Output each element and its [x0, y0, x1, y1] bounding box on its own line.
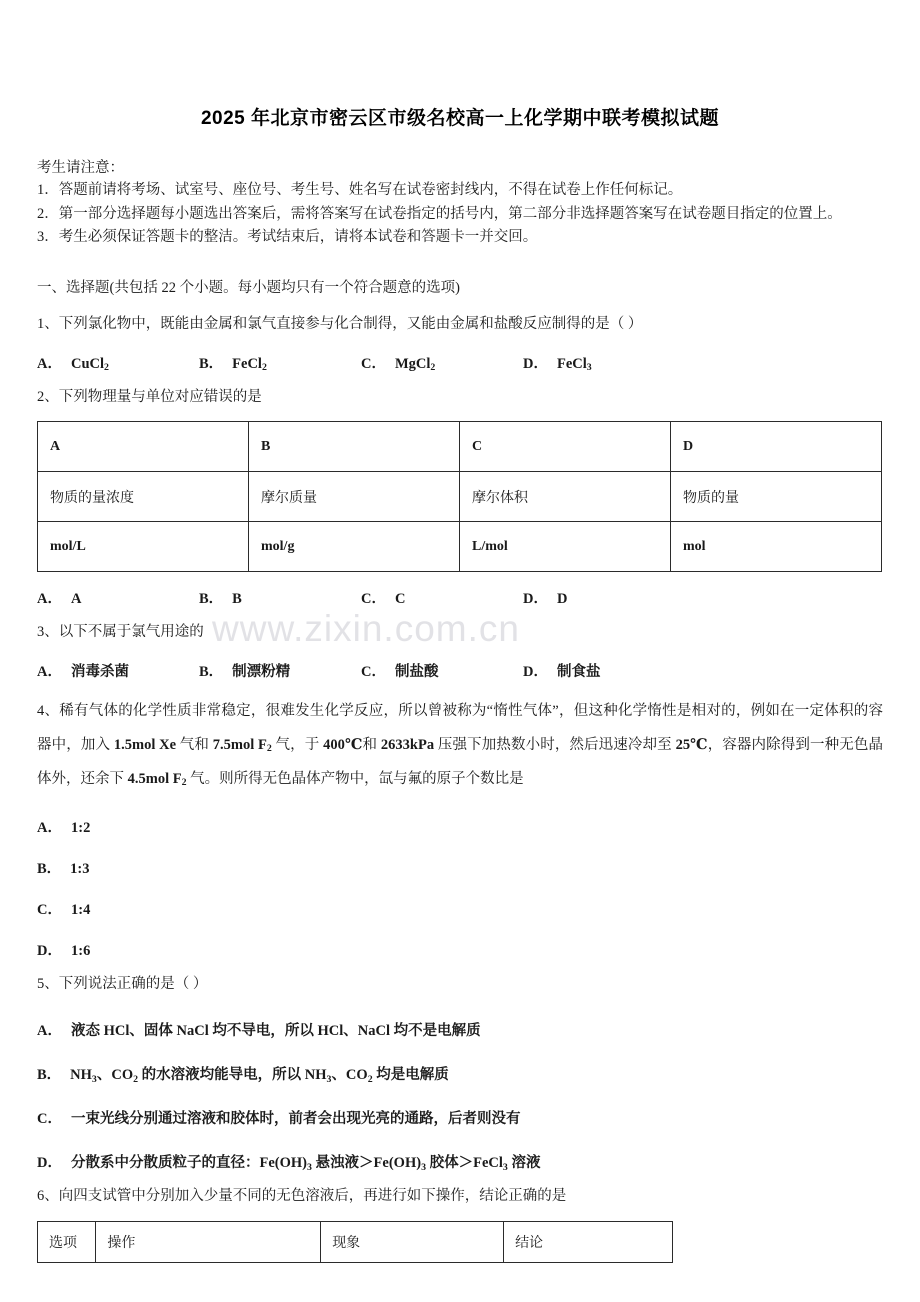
question-1-number: 1、	[37, 316, 59, 333]
option-text: 消毒杀菌	[70, 663, 129, 680]
table-header-cell: D	[671, 422, 882, 472]
option-label: C．	[361, 591, 386, 608]
question-5-option-c[interactable]	[37, 1107, 883, 1128]
option-text: 1:6	[70, 942, 91, 959]
question-4-option-c[interactable]	[37, 898, 883, 919]
table-cell: 物质的量浓度	[38, 472, 249, 522]
option-text: 一束光线分别通过溶液和胶体时，前者会出现光亮的通路，后者则没有	[70, 1111, 521, 1128]
option-text: CuCl$_2$	[70, 355, 109, 374]
question-3-option-c[interactable]	[361, 660, 523, 681]
page-title: 2025 年北京市密云区市级名校高一上化学期中联考模拟试题	[200, 108, 720, 129]
option-text: 1:4	[70, 901, 91, 918]
table-row	[38, 422, 882, 472]
table-header-cell: 现象	[321, 1221, 504, 1262]
table-cell: L/mol	[460, 522, 671, 572]
question-1-options	[37, 352, 883, 373]
option-label: A．	[37, 355, 62, 372]
table-header-cell: 选项	[38, 1221, 96, 1262]
option-label: B．	[199, 591, 224, 608]
option-text: D	[556, 591, 568, 608]
option-label: C．	[37, 1111, 62, 1128]
question-3-option-a[interactable]	[37, 660, 199, 681]
table-row	[38, 1221, 673, 1262]
question-3-option-d[interactable]	[523, 660, 685, 681]
option-label: A．	[37, 591, 62, 608]
option-text: 1:3	[70, 860, 90, 877]
option-label: D．	[37, 942, 62, 959]
table-cell: mol	[671, 522, 882, 572]
question-6-number: 6、	[37, 1188, 59, 1205]
option-text: MgCl$_2$	[394, 355, 436, 374]
question-5-option-d[interactable]	[37, 1151, 883, 1172]
question-4-option-d[interactable]	[37, 939, 883, 960]
option-text: 液态 HCl、固体 NaCl 均不导电，所以 HCl、NaCl 均不是电解质	[70, 1023, 481, 1040]
option-text: C	[394, 591, 406, 608]
table-header-cell: 操作	[96, 1221, 321, 1262]
question-4-option-b[interactable]	[37, 857, 883, 878]
option-text: 分散系中分散质粒子的直径：$Fe(OH)_3$ 悬浊液$>Fe(OH)_3$ 胶体＞FeCl$_3$ 溶液	[70, 1155, 541, 1173]
table-cell: 摩尔体积	[460, 472, 671, 522]
question-2-option-c[interactable]	[361, 587, 523, 608]
question-4-option-a[interactable]	[37, 816, 883, 837]
question-2-stem	[37, 386, 883, 409]
table-header-cell: 结论	[504, 1221, 673, 1262]
question-1-option-d[interactable]	[523, 352, 685, 373]
question-1-stem	[37, 313, 883, 336]
option-label: C．	[37, 901, 62, 918]
table-cell: 摩尔质量	[249, 472, 460, 522]
question-3-options	[37, 660, 883, 681]
option-label: D．	[523, 591, 548, 608]
option-text: 制盐酸	[394, 663, 439, 680]
question-3-text: 以下不属于氯气用途的	[58, 624, 204, 641]
question-6-text: 向四支试管中分别加入少量不同的无色溶液后，再进行如下操作，结论正确的是	[58, 1188, 567, 1205]
table-row	[38, 522, 882, 572]
option-text: FeCl$_2$	[232, 355, 267, 374]
question-1-text: 下列氯化物中，既能由金属和氯气直接参与化合制得，又能由金属和盐酸反应制得的是（ ）	[58, 316, 643, 333]
question-2-number: 2、	[37, 388, 59, 405]
question-4-options	[37, 816, 883, 960]
option-label: D．	[37, 1155, 62, 1172]
table-cell: 物质的量	[671, 472, 882, 522]
question-5-text: 下列说法正确的是（ ）	[58, 975, 208, 992]
question-2-text: 下列物理量与单位对应错误的是	[58, 388, 262, 405]
option-label: B．	[37, 860, 62, 877]
notice-item-3: 3．考生必须保证答题卡的整洁。考试结束后，请将本试卷和答题卡一并交回。	[37, 229, 538, 246]
option-label: C．	[361, 663, 386, 680]
option-text: $NH_3$、$CO_2$ 的水溶液均能导电，所以 $NH_3$、$CO_2$ 均是电解质	[70, 1067, 449, 1085]
question-5-stem	[37, 973, 883, 996]
option-label: B．	[199, 663, 224, 680]
section-title: 一、选择题(共包括 22 个小题。每小题均只有一个符合题意的选项)	[37, 279, 460, 296]
option-text: FeCl$_3$	[556, 355, 592, 374]
question-3-stem	[37, 621, 883, 644]
question-5-option-a[interactable]	[37, 1019, 883, 1040]
option-label: A．	[37, 663, 62, 680]
question-5-options	[37, 1019, 883, 1172]
option-text: 制食盐	[556, 663, 601, 680]
question-4-number: 4、	[37, 702, 60, 719]
question-2-option-d[interactable]	[523, 587, 685, 608]
option-label: A．	[37, 1023, 62, 1040]
table-header-cell: C	[460, 422, 671, 472]
question-3-option-b[interactable]	[199, 660, 361, 681]
question-1-option-a[interactable]	[37, 352, 199, 373]
option-text: B	[232, 591, 242, 608]
watermark: www.zixin.com.cn	[212, 608, 520, 649]
table-header-cell: A	[38, 422, 249, 472]
question-2-option-b[interactable]	[199, 587, 361, 608]
table-header-cell: B	[249, 422, 460, 472]
notice-item-2: 2．第一部分选择题每小题选出答案后，需将答案写在试卷指定的括号内，第二部分非选择题答案写在试卷题目指定的位置上。	[37, 205, 842, 222]
notice-item-1: 1．答题前请将考场、试室号、座位号、考生号、姓名写在试卷密封线内，不得在试卷上作任何标记。	[37, 182, 683, 199]
option-label: B．	[37, 1067, 62, 1084]
question-6-table	[37, 1221, 673, 1263]
table-cell: mol/L	[38, 522, 249, 572]
table-row	[38, 472, 882, 522]
option-text: 制漂粉精	[232, 663, 291, 680]
question-3-number: 3、	[37, 624, 59, 641]
question-5-number: 5、	[37, 975, 59, 992]
option-text: 1:2	[70, 819, 91, 836]
option-label: B．	[199, 355, 224, 372]
question-6-stem	[37, 1185, 883, 1208]
option-text: A	[70, 591, 82, 608]
question-2-table	[37, 421, 882, 572]
question-4-stem	[37, 694, 883, 796]
option-label: C．	[361, 355, 386, 372]
question-2-option-a[interactable]	[37, 587, 199, 608]
option-label: D．	[523, 663, 548, 680]
question-5-option-b[interactable]	[37, 1063, 883, 1084]
table-cell: mol/g	[249, 522, 460, 572]
notice-header: 考生请注意：	[37, 160, 124, 176]
question-1-option-c[interactable]	[361, 352, 523, 373]
question-1-option-b[interactable]	[199, 352, 361, 373]
question-2-options	[37, 587, 883, 608]
question-4-text: 稀有气体的化学性质非常稳定，很难发生化学反应，所以曾被称为“惰性气体”，但这种化学惰性是相对的，例如在一定体积的容器中，加入 1.5mol Xe 气和 7.5mol $F_2$ 气，于 400℃和 2633kPa 压强下加热数小时，然后迅速冷却至 25℃，容器内除得到一种无色晶体外，还余下 4.5mol $F_2$ 气。则所得无色晶体产物中，氙与氟的原子个数比是	[37, 702, 884, 789]
option-label: A．	[37, 819, 62, 836]
option-label: D．	[523, 355, 548, 372]
